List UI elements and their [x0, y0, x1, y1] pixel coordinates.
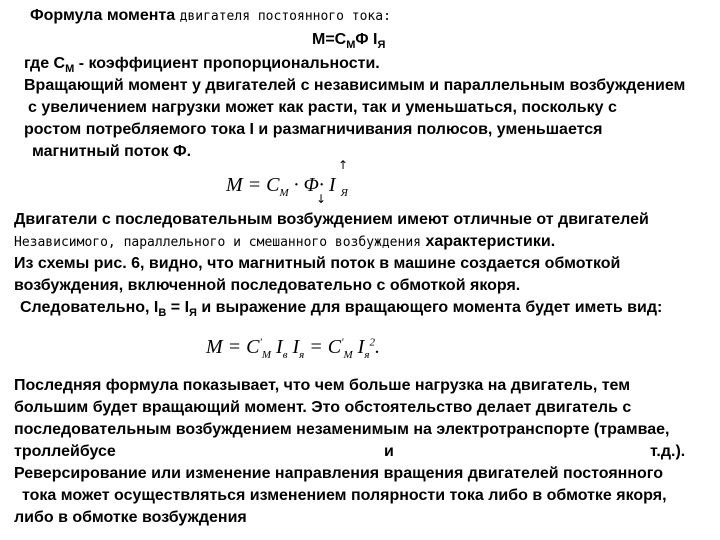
sec3-line5: Реверсирование или изменение направления вращения двигателей постоянного: [14, 465, 664, 482]
down-arrow-icon: ↓: [316, 192, 327, 206]
sec3-line4b: и: [384, 443, 394, 460]
formula-2: $M = C_M \cdot \Phi\cdot I$ $_Я$: [226, 174, 348, 199]
sec2-line2-rest: характеристики.: [425, 233, 556, 250]
sec2-line2: [14, 232, 555, 253]
sec3-line6: тока может осуществляться изменением полярности тока либо в обмотке якоря,: [22, 487, 667, 504]
sec2-line3: Из схемы рис. 6, видно, что магнитный поток в машине создается обмоткой: [14, 255, 621, 272]
sec3-line4a: троллейбусе: [14, 443, 116, 460]
formula-main: $M=C_M\Phi$ $I_Я$: [312, 31, 386, 52]
sec3-line2: большим будет вращающий момент. Это обстоятельство делает двигатель с: [14, 399, 632, 416]
title-bold: Формула момента: [30, 7, 176, 24]
para1-line4: магнитный поток Ф.: [32, 143, 192, 160]
para1-line1: Вращающий момент у двигателей с независимым и параллельным возбуждением: [24, 77, 686, 94]
para1-line3: ростом потребляемого тока I и размагничивания полюсов, уменьшается: [24, 121, 603, 138]
sec3-line7: либо в обмотке возбуждения: [14, 509, 247, 526]
where-line: где $C_M$ - коэффициент пропорциональности.: [24, 55, 380, 76]
sec2-line4: возбуждения, включенной последовательно с обмоткой якоря.: [14, 277, 521, 294]
sec3-line3: последовательным возбуждением незаменимым на электротранспорте (трамвае,: [14, 421, 670, 438]
title-rest: двигателя постоянного тока:: [179, 9, 391, 24]
para1-line2: с увеличением нагрузки может как расти, так и уменьшаться, поскольку с: [28, 99, 617, 116]
sec2-line2-mono: Независимого, параллельного и смешанного возбуждения: [14, 235, 421, 250]
sec2-line1: Двигатели с последовательным возбуждением имеют отличные от двигателей: [14, 211, 649, 228]
sec2-line5: Следовательно, $I_В = I_Я$ и выражение для вращающего момента будет иметь вид:: [20, 299, 663, 320]
up-arrow-icon: ↑: [338, 158, 349, 172]
sec3-line4c: т.д.).: [650, 443, 686, 460]
title-line: [30, 6, 391, 27]
sec3-line1: Последняя формула показывает, что чем больше нагрузка на двигатель, тем: [14, 377, 631, 394]
formula-3: $M = C'_M$ $I_в$ $I_я = C'_M$ $I_я^2$.: [206, 336, 380, 361]
